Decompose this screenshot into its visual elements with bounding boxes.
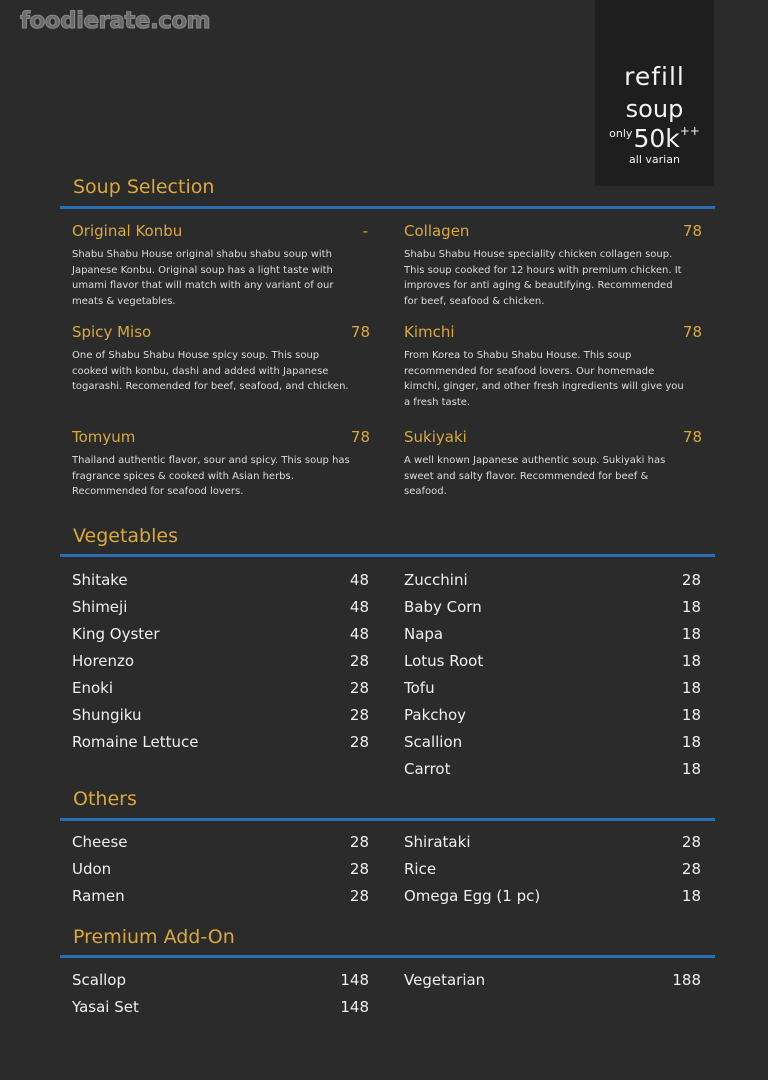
section-title-vegetables: Vegetables (73, 525, 178, 547)
menu-row (404, 652, 701, 674)
item-price: 28 (349, 679, 369, 697)
menu-row (72, 971, 369, 993)
item-name: Rice (404, 860, 437, 878)
item-price: 18 (681, 706, 701, 724)
menu-row (72, 833, 369, 855)
item-name: Shitake (72, 571, 128, 589)
item-name: Pakchoy (404, 706, 467, 724)
menu-row (72, 887, 369, 909)
soup-name: Original Konbu (72, 222, 183, 240)
section-divider (60, 206, 715, 209)
item-price: 18 (681, 760, 701, 778)
item-name: Cheese (72, 833, 128, 851)
soup-price: 78 (682, 428, 702, 446)
item-name: Ramen (72, 887, 125, 905)
section-title-soup: Soup Selection (73, 176, 215, 198)
menu-row (404, 733, 701, 755)
soup-description: Thailand authentic flavor, sour and spicy. This soup has fragrance spices & cooked with Asian herbs. Recommended for seafood lovers. (72, 455, 350, 497)
menu-row (404, 679, 701, 701)
item-price: 28 (349, 733, 369, 751)
item-name: Yasai Set (72, 998, 139, 1016)
item-name: Enoki (72, 679, 114, 697)
soup-description: Shabu Shabu House speciality chicken collagen soup. This soup cooked for 12 hours with premium chicken. It improves for anti aging & beautifying. Recommended for beef, seafood & chicken. (404, 249, 682, 307)
soup-price: 78 (682, 323, 702, 341)
soup-description: A well known Japanese authentic soup. Sukiyaki has sweet and salty flavor. Recommended for beef & seafood. (404, 455, 666, 497)
menu-row (72, 998, 369, 1020)
soup-name: Sukiyaki (404, 428, 467, 446)
item-name: Shirataki (404, 833, 471, 851)
item-name: Napa (404, 625, 444, 643)
menu-row (72, 733, 369, 755)
item-name: Udon (72, 860, 112, 878)
item-name: Zucchini (404, 571, 468, 589)
item-name: Shimeji (72, 598, 128, 616)
promo-price-value: 50k (633, 124, 680, 153)
item-name: Tofu (404, 679, 435, 697)
menu-row (72, 625, 369, 647)
promo-line2: soup (625, 95, 684, 123)
section-title-premium: Premium Add-On (73, 926, 235, 948)
soup-name: Kimchi (404, 323, 455, 341)
soup-description: One of Shabu Shabu House spicy soup. This soup cooked with konbu, dashi and added with Japanese togarashi. Recomended for beef, seafood, and chicken. (72, 350, 349, 392)
soup-price: 78 (350, 428, 370, 446)
item-name: Omega Egg (1 pc) (404, 887, 541, 905)
item-name: Horenzo (72, 652, 135, 670)
item-price: 28 (349, 706, 369, 724)
item-price: 18 (681, 652, 701, 670)
item-price: 28 (681, 833, 701, 851)
section-divider (60, 955, 715, 958)
item-price: 48 (349, 625, 369, 643)
item-price: 28 (349, 833, 369, 851)
item-price: 28 (349, 887, 369, 905)
item-price: 148 (340, 998, 369, 1016)
soup-name: Collagen (404, 222, 470, 240)
menu-row (404, 598, 701, 620)
item-price: 18 (681, 598, 701, 616)
item-price: 18 (681, 625, 701, 643)
item-name: Scallion (404, 733, 463, 751)
item-price: 28 (681, 571, 701, 589)
menu-row (404, 571, 701, 593)
section-divider (60, 554, 715, 557)
soup-price: 78 (350, 323, 370, 341)
item-name: Lotus Root (404, 652, 484, 670)
promo-line1: refill (624, 62, 685, 91)
menu-row (404, 625, 701, 647)
menu-row (72, 571, 369, 593)
item-name: Shungiku (72, 706, 142, 724)
menu-row (72, 679, 369, 701)
item-price: 28 (349, 652, 369, 670)
soup-name: Spicy Miso (72, 323, 152, 341)
soup-price: - (362, 222, 368, 240)
soup-name: Tomyum (72, 428, 136, 446)
item-price: 18 (681, 733, 701, 751)
item-price: 148 (340, 971, 369, 989)
menu-row (404, 971, 701, 993)
item-name: Carrot (404, 760, 451, 778)
menu-row (404, 887, 701, 909)
menu-row (72, 652, 369, 674)
menu-row (72, 706, 369, 728)
menu-row (72, 598, 369, 620)
menu-row (404, 760, 701, 782)
promo-price-suffix: ++ (679, 124, 700, 138)
refill-soup-promo (595, 0, 714, 186)
promo-line4: all varian (629, 153, 680, 166)
section-title-others: Others (73, 788, 137, 810)
item-price: 188 (672, 971, 701, 989)
item-name: King Oyster (72, 625, 160, 643)
item-price: 18 (681, 679, 701, 697)
menu-row (72, 860, 369, 882)
menu-row (404, 706, 701, 728)
item-name: Baby Corn (404, 598, 482, 616)
item-price: 28 (681, 860, 701, 878)
watermark-logo: foodierate.com (20, 8, 211, 34)
promo-price (595, 124, 714, 153)
item-price: 48 (349, 598, 369, 616)
item-name: Romaine Lettuce (72, 733, 199, 751)
item-price: 18 (681, 887, 701, 905)
promo-only: only (609, 127, 633, 140)
soup-description: Shabu Shabu House original shabu shabu soup with Japanese Konbu. Original soup has a light taste with umami flavor that will match with any variant of our meats & vegetables. (72, 249, 334, 307)
item-name: Vegetarian (404, 971, 486, 989)
menu-row (404, 833, 701, 855)
menu-row (404, 860, 701, 882)
soup-description: From Korea to Shabu Shabu House. This soup recommended for seafood lovers. Our homemade kimchi, ginger, and other fresh ingredients will give you a fresh taste. (404, 350, 684, 408)
item-price: 28 (349, 860, 369, 878)
section-divider (60, 818, 715, 821)
item-name: Scallop (72, 971, 126, 989)
soup-price: 78 (682, 222, 702, 240)
item-price: 48 (349, 571, 369, 589)
